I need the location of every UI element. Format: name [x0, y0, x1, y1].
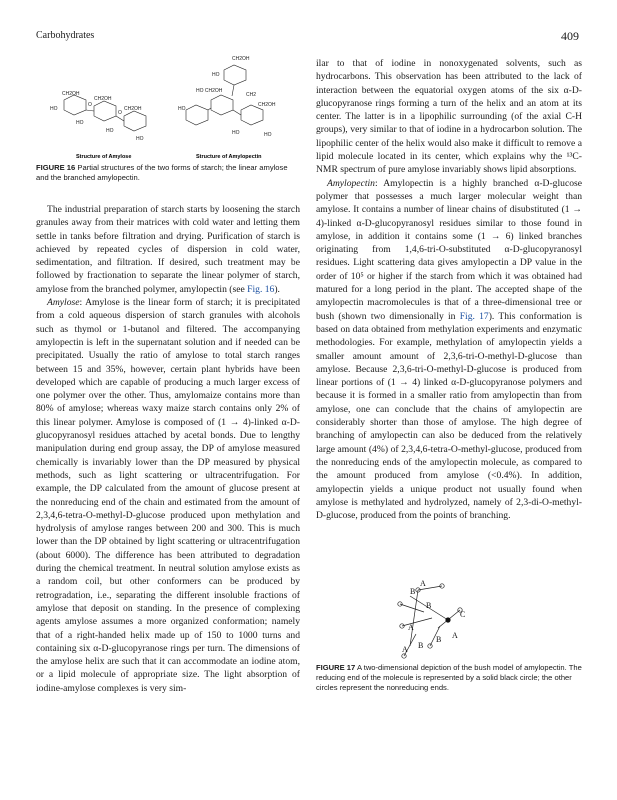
- node-label: C: [460, 610, 466, 619]
- page-number: 409: [561, 29, 579, 43]
- chem-label: O: [88, 102, 92, 108]
- reducing-end-circle: [445, 617, 450, 622]
- amylopectin-heading: Amylopectin: [327, 177, 375, 189]
- chem-label: HO: [50, 106, 58, 112]
- chem-label: HO: [264, 132, 272, 138]
- figure-16-caption-label: FIGURE 16: [36, 163, 76, 172]
- chem-label: CH2OH: [124, 106, 142, 112]
- chem-label: CH2OH: [62, 91, 80, 97]
- node-label: B: [426, 601, 432, 610]
- node-label: A: [420, 579, 426, 588]
- paragraph-text: : Amylose is the linear form of starch; it is precipitated from a cold aqueous dispersion of starch granules with alcohols such as thymol or 1-butanol and filtered. The accompanying amylopectin is left in the supernatant solution and if needed can be precipitated. Usually the ratio of amylose to total starch ranges between 15 and 35%, however, certain plant hybrids have been developed which are capable of producing a much larger excess of one polymer over the other. Thus, amylomaize contains more than 80% of amylose; whereas waxy maize starch contains only 2% of this linear polymer. Amylose is composed of (1 → 4)-linked α-D-glucopyranosyl residues attached by acetal bonds. Due to lengthy manipulation during end group assay, the DP of amylose measured chemically is invariably lower than the DP measured by physical methods, such as light scattering or ultracentrifugation. For example, the DP calculated from the amount of glucose present at the nonreducing end of the chain and estimated from the amount of 2,3,4,6-tetra-O-methyl-D-glucose produced upon methylation and hydrolysis of amylose ranges between 200 and 300. This is much lower than the DP obtained by light scattering or ultracentrifugation (about 6000). The difference has been attributed to degradation during the chemical treatment. In neutral solution amylose exists as a random coil, but other conformers can be produced by retrogradation, i.e., separating the different insoluble fractions of amylose that deposit on standing. In the presence of complexing agents amylose assumes a more organized conformation; namely that of a right-handed helix made up of 150 to 1000 turns and containing six α-D-glucopyranose rings per turn. The dimensions of the amylose helix are such that it can accommodate an iodine atom, or a lipid molecule of appropriate size. The light absorption of iodine-amylose complexes is very sim-: [36, 297, 300, 694]
- chem-label: CH2OH: [258, 102, 276, 108]
- figure-16-caption-text: Partial structures of the two forms of starch; the linear amylose and the branched amylopectin.: [36, 163, 288, 182]
- node-label: B: [418, 641, 424, 650]
- figure-17-bush-model: [380, 578, 490, 660]
- amylose-structure-label: Structure of Amylose: [76, 154, 132, 160]
- node-label: A: [402, 645, 408, 654]
- amylopectin-structure-label: Structure of Amylopectin: [196, 154, 262, 160]
- figure-17-caption-label: FIGURE 17: [316, 663, 356, 672]
- paragraph-text: ). This conformation is based on data obtained from methylation experiments and enzymatic methodologies. For example, methylation of amylopectin yields a smaller amount amount of 2,3,6-tri-O-methyl-D-glucose than amylose. Because 2,3,6-tri-O-methyl-D-glucose is produced from linear portions of (1 → 4) linked α-D-glucopyranose polymers and because it is formed in a smaller ratio from amylopectin than from amylose, one can conclude that the chains of amylopectin are considerably shorter than those of amylose. The high degree of branching of amylopectin can also be deduced from the relatively large amount (4%) of 2,3,4,6-tetra-O-methyl-glucose, produced from the nonreducing ends of the amylopectin molecule, as compared to the amount produced from amylose (<0.4%). In addition, amylopectin yields a unique product not usually found when amylose is methylated and hydrolyzed, namely of 2,3-di-O-methyl-D-glucose, produced from the points of branching.: [316, 310, 582, 522]
- figure-16-link[interactable]: Fig. 16: [247, 283, 275, 295]
- bush-model-svg: [380, 578, 490, 660]
- paragraph-text: : Amylopectin is a highly branched α-D-glucose polymer that possesses a much larger molecular weight than amylose. It contains a number of linear chains of disubstituted (1 → 4)-linked α-D-glucopyranosyl residues similar to those found in amylose, in addition it contains some (1 → 6) linked branches originating from 1,4,6-tri-O-substituted α-D-glucopyranosyl residues. Light scattering data gives amylopectin a DP value in the order of 10⁵ or higher if the starch from which it was obtained had matured for a long period in the plant. The accepted shape of the amylopectin macromolecules is that of a three-dimensional tree or bush (shown two dimensionally in: [316, 177, 582, 322]
- running-header-section: Carbohydrates: [36, 30, 95, 41]
- amylose-ring-2: [94, 101, 116, 121]
- paragraph-text: ).: [274, 283, 280, 295]
- figure-16-structures: [36, 48, 300, 163]
- chem-label: HO: [76, 120, 84, 126]
- amylose-ring-3: [124, 111, 146, 131]
- right-text-column: [316, 57, 582, 522]
- chem-label: O: [118, 110, 122, 116]
- paragraph-iodine-helix: ilar to that of iodine in nonoxygenated solvents, such as hydrocarbons. This observation has been attributed to the lack of interaction between the equatorial oxygen atoms of the six α-D-glucopyranose rings forming a turn of the helix and an atom at its center. The latter is in a lipophilic surrounding (of the axial C-H groups), very similar to that of iodine in a hydrocarbon solution. The lipophilic center of the helix would also make it difficult to remove a lipid molecule located in its center, which explains why the ¹³C-NMR spectrum of pure amylose invariably shows lipid absorptions.: [316, 58, 582, 176]
- amylopectin-ring-3: [241, 105, 263, 125]
- node-label: B: [436, 635, 442, 644]
- chem-label: HO: [136, 136, 144, 142]
- chem-label: HO CH2OH: [196, 88, 223, 94]
- chem-label: HO: [178, 106, 186, 112]
- figure-17-caption: [316, 663, 582, 693]
- starch-structures-svg: [36, 48, 300, 163]
- figure-17-caption-text: A two-dimensional depiction of the bush model of amylopectin. The reducing end of the molecule is represented by a solid black circle; the other circles represent the nonreducing ends.: [316, 663, 582, 692]
- amylopectin-ring-4: [186, 105, 208, 125]
- paragraph-text: The industrial preparation of starch starts by loosening the starch granules away from their matrices with cold water and letting them settle in tanks before filtration and drying. Purification of starch is achieved by repeated cycles of dispersion in cold water, sedimentation, and filtration. If desired, such treatment may be followed by fractionation to separate the linear polymer of starch, amylose from the branched polymer, amylopectin (see: [36, 204, 300, 295]
- paragraph-amylopectin: [316, 177, 582, 523]
- amylose-ring-1: [64, 95, 86, 115]
- figure-17-link[interactable]: Fig. 17: [459, 310, 489, 322]
- figure-16-caption: [36, 163, 300, 183]
- amylopectin-ring-1: [224, 65, 246, 85]
- chem-label: HO: [212, 72, 220, 78]
- amylose-heading: Amylose: [47, 297, 80, 309]
- chem-label: HO: [232, 130, 240, 136]
- amylopectin-ring-2: [211, 95, 233, 115]
- paragraph-amylose: [36, 296, 300, 695]
- chem-label: CH2: [246, 92, 257, 98]
- chem-label: CH2OH: [232, 56, 250, 62]
- chem-label: CH2OH: [94, 96, 112, 102]
- node-label: A: [452, 631, 458, 640]
- node-label: A: [408, 623, 414, 632]
- left-text-column: [36, 203, 300, 695]
- node-label: B: [410, 587, 416, 596]
- paragraph-starch-preparation: [36, 203, 300, 296]
- chem-label: HO: [106, 128, 114, 134]
